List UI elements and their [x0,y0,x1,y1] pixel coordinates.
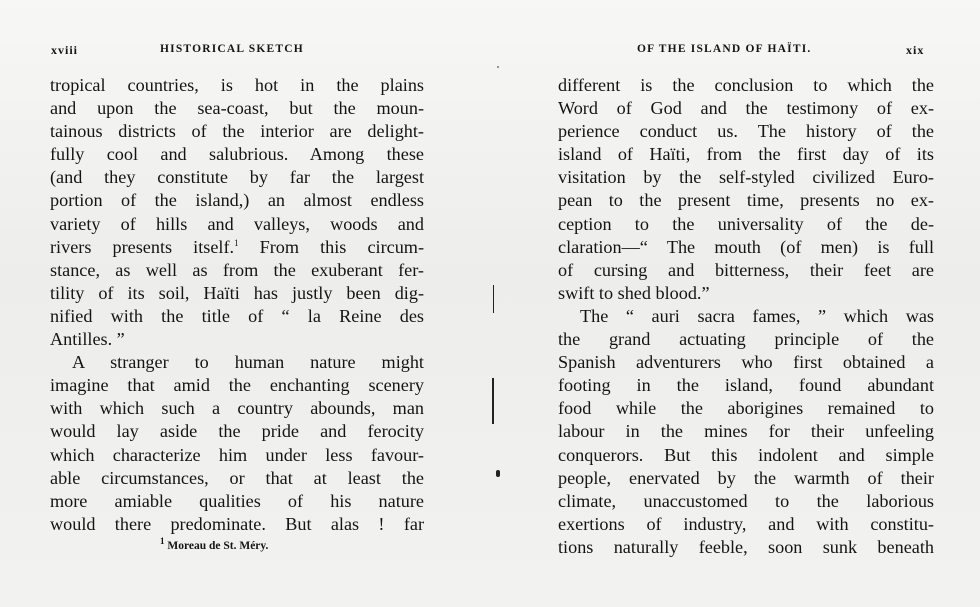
text-line: (and they constitute by far the largest [50,167,424,188]
text-line: would there predominate. But alas ! far [50,513,424,534]
footnote-marker: 1 [160,536,165,547]
text-line: portion of the island,) an almost endless [50,190,424,211]
left-running-head: HISTORICAL SKETCH [160,43,304,55]
text-line: footing in the island, found abundant [558,375,934,396]
left-page-number: xviii [51,43,79,57]
text-line: tions naturally feeble, soon sunk beneath [558,536,934,557]
right-page [490,0,980,607]
text-fragment: From this circum- [238,236,425,257]
text-line: A stranger to human nature might [72,352,424,373]
text-line: and upon the sea-coast, but the moun- [50,98,424,119]
right-body-text [558,74,934,559]
text-line: imagine that amid the enchanting scenery [50,375,424,396]
footnote-text: Moreau de St. Méry. [167,540,269,552]
text-line: perience conduct us. The history of the [558,121,934,142]
text-line: exertions of industry, and with constitu- [558,513,934,534]
text-line: different is the conclusion to which the [558,75,934,95]
text-line: The “ auri sacra fames, ” which was [580,305,934,326]
text-line: pean to the present time, presents no ex- [558,190,934,211]
text-line: climate, unaccustomed to the laborious [558,490,934,511]
text-line: visitation by the self-styled civilized Euro- [558,167,934,188]
text-line: able circumstances, or that at least the [50,467,424,488]
right-page-number: xix [906,43,925,57]
text-fragment: rivers presents itself. [50,236,235,257]
text-line: of cursing and bitterness, their feet are [558,259,934,280]
text-line: people, enervated by the warmth of their [558,467,934,488]
text-line: which characterize him under less favour- [50,444,424,465]
text-line: tility of its soil, Haïti has justly been dig- [50,282,424,303]
text-line: the grand actuating principle of the [558,329,934,350]
text-line: variety of hills and valleys, woods and [50,213,424,234]
text-line: food while the aborigines remained to [558,398,934,419]
text-line: with which such a country abounds, man [50,398,424,419]
text-line: Spanish adventurers who first obtained a [558,352,934,373]
text-line: would lay aside the pride and ferocity [50,421,424,442]
left-body-text [50,74,424,536]
text-line: claration—“ The mouth (of men) is full [558,236,934,257]
right-running-head: OF THE ISLAND OF HAÏTI. [637,43,812,55]
text-line: nified with the title of “ la Reine des [50,305,424,326]
text-line: stance, as well as from the exuberant fer- [50,259,424,280]
text-line: tropical countries, is hot in the plains [50,75,424,95]
footnote-reference: 1 [234,237,239,248]
text-line: tainous districts of the interior are delight- [50,121,424,142]
text-line: more amiable qualities of his nature [50,490,424,511]
text-line: conquerors. But this indolent and simple [558,444,934,465]
text-line: labour in the mines for their unfeeling [558,421,934,442]
footnote [160,536,269,552]
text-line: fully cool and salubrious. Among these [50,144,424,165]
text-line-with-footnote [50,236,424,259]
text-line: island of Haïti, from the first day of its [558,144,934,165]
text-line: Word of God and the testimony of ex- [558,98,934,119]
text-line: swift to shed blood.” [558,282,710,303]
text-line: ception to the universality of the de- [558,213,934,234]
text-line: Antilles. ” [50,329,125,350]
